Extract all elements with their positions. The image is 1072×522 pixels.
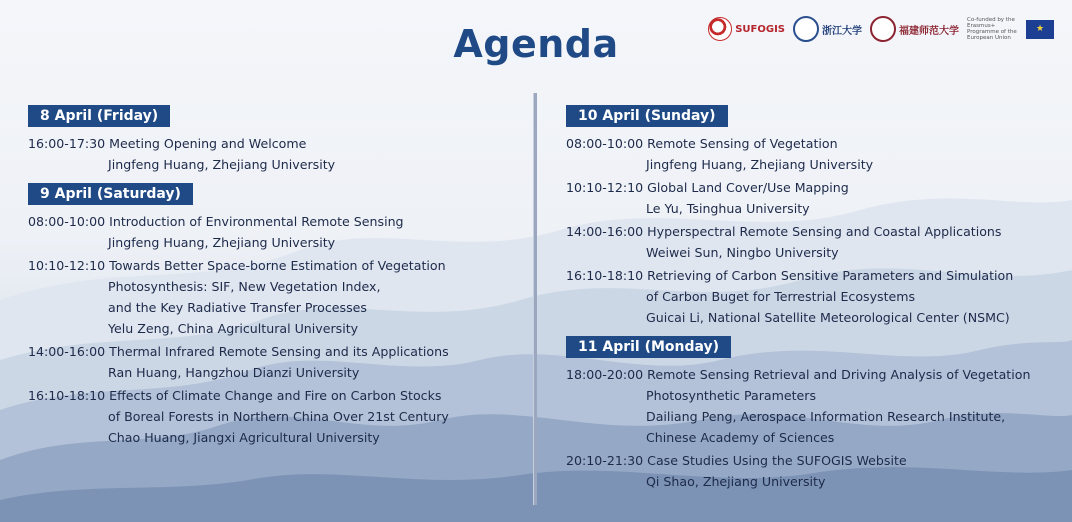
entry-title: Introduction of Environmental Remote Sensing [109,214,404,229]
agenda-entry [566,221,1056,263]
eu-flag-icon: ★ [1026,20,1054,39]
agenda-left-column [28,105,518,450]
entry-title-cont: of Boreal Forests in Northern China Over 21st Century [108,409,449,424]
agenda-entry [28,133,518,175]
day-label: 8 April (Friday) [28,105,170,127]
entry-speaker: Guicai Li, National Satellite Meteorological Center (NSMC) [646,310,1010,325]
entry-speaker: Jingfeng Huang, Zhejiang University [108,235,336,250]
fjnu-logo: 福建师范大学 [870,16,959,42]
entry-title: Remote Sensing Retrieval and Driving Analysis of Vegetation [647,367,1031,382]
entry-speaker: Le Yu, Tsinghua University [646,201,810,216]
entry-title: Towards Better Space-borne Estimation of Vegetation [109,258,446,273]
day-block [28,183,518,448]
entry-speaker: Dailiang Peng, Aerospace Information Research Institute, [646,409,1006,424]
entry-time: 16:10-18:10 [28,388,106,403]
agenda-entry [566,177,1056,219]
entry-time: 14:00-16:00 [28,344,106,359]
entry-speaker: Chao Huang, Jiangxi Agricultural University [108,430,380,445]
entry-title: Thermal Infrared Remote Sensing and its Applications [109,344,449,359]
partner-logos [708,16,1054,42]
entry-speaker: Yelu Zeng, China Agricultural University [108,321,359,336]
entry-time: 20:10-21:30 [566,453,644,468]
agenda-entry [566,265,1056,328]
sufogis-logo: SUFOGIS [708,17,785,41]
entry-title-cont: Photosynthetic Parameters [646,388,817,403]
agenda-entry [28,255,518,339]
zju-logo: 浙江大学 [793,16,862,42]
agenda-entry [566,133,1056,175]
entry-time: 16:10-18:10 [566,268,644,283]
entry-title: Remote Sensing of Vegetation [647,136,838,151]
entry-speaker-cont: Chinese Academy of Sciences [646,430,835,445]
entry-title: Retrieving of Carbon Sensitive Parameters and Simulation [647,268,1014,283]
entry-title-cont: Photosynthesis: SIF, New Vegetation Index, [108,279,381,294]
agenda-entry [566,364,1056,448]
entry-speaker: Jingfeng Huang, Zhejiang University [108,157,336,172]
entry-speaker: Qi Shao, Zhejiang University [646,474,826,489]
entry-time: 10:10-12:10 [28,258,106,273]
day-block [566,105,1056,328]
day-label: 11 April (Monday) [566,336,731,358]
entry-title: Global Land Cover/Use Mapping [647,180,849,195]
erasmus-logo: Co-funded by the Erasmus+ Programme of the European Union ★ [967,17,1054,41]
agenda-entry [28,385,518,448]
column-divider [533,93,537,505]
entry-title: Meeting Opening and Welcome [109,136,307,151]
zju-emblem-icon [793,16,819,42]
entry-time: 08:00-10:00 [566,136,644,151]
entry-title: Effects of Climate Change and Fire on Carbon Stocks [109,388,442,403]
entry-time: 16:00-17:30 [28,136,106,151]
day-block [28,105,518,175]
day-label: 9 April (Saturday) [28,183,193,205]
entry-time: 18:00-20:00 [566,367,644,382]
day-block [566,336,1056,492]
entry-title: Hyperspectral Remote Sensing and Coastal Applications [647,224,1002,239]
agenda-entry [566,450,1056,492]
agenda-entry [28,341,518,383]
entry-time: 08:00-10:00 [28,214,106,229]
entry-speaker: Ran Huang, Hangzhou Dianzi University [108,365,360,380]
agenda-entry [28,211,518,253]
entry-time: 14:00-16:00 [566,224,644,239]
agenda-right-column [566,105,1056,494]
entry-speaker: Jingfeng Huang, Zhejiang University [646,157,874,172]
page-title: Agenda [453,22,619,66]
entry-title-cont: and the Key Radiative Transfer Processes [108,300,367,315]
entry-title-cont: of Carbon Buget for Terrestrial Ecosystems [646,289,916,304]
entry-title: Case Studies Using the SUFOGIS Website [647,453,907,468]
fjnu-emblem-icon [870,16,896,42]
day-label: 10 April (Sunday) [566,105,728,127]
sufogis-icon [708,17,732,41]
entry-time: 10:10-12:10 [566,180,644,195]
entry-speaker: Weiwei Sun, Ningbo University [646,245,839,260]
